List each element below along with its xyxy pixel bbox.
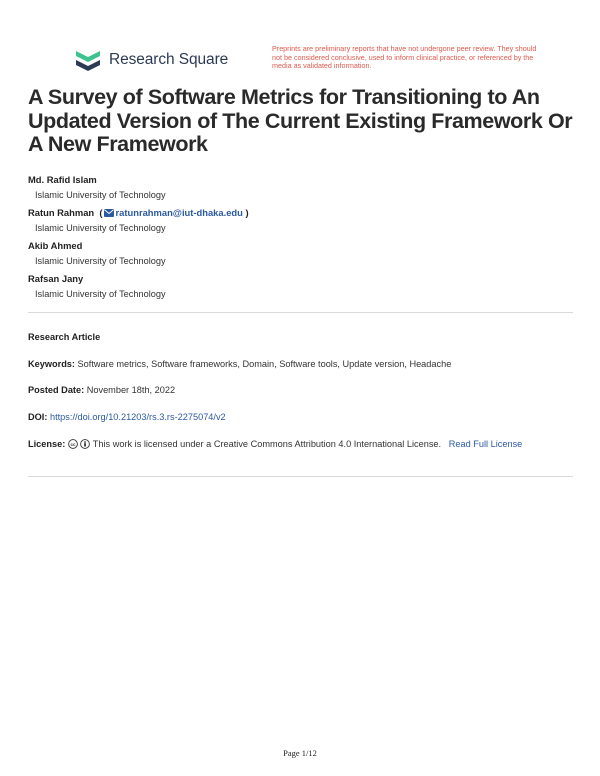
doi-label: DOI: — [28, 412, 48, 422]
divider — [28, 476, 573, 477]
author-affiliation: Islamic University of Technology — [35, 289, 166, 299]
author-name: Akib Ahmed — [28, 240, 83, 251]
research-square-logo-icon — [74, 49, 102, 71]
research-square-logo[interactable] — [74, 48, 228, 72]
preprint-disclaimer: Preprints are preliminary reports that have not undergone peer review. They should not be considered conclusive, used to inform clinical practice, or referenced by the media as validated information. — [272, 44, 537, 71]
posted-date-row — [28, 383, 573, 398]
doi-link[interactable]: https://doi.org/10.21203/rs.3.rs-2275074/v2 — [49, 412, 226, 422]
keywords-label: Keywords: — [28, 359, 75, 369]
license-text: This work is licensed under a Creative Commons Attribution 4.0 International License. — [92, 439, 442, 449]
article-type — [28, 330, 573, 345]
author-block — [28, 205, 568, 238]
posted-date-value: November 18th, 2022 — [86, 385, 176, 395]
author-name: Md. Rafid Islam — [28, 174, 97, 185]
author-email-wrapper: ( ratunrahman@iut-dhaka.edu ) — [96, 207, 249, 218]
logo-text-main: Research — [109, 51, 175, 68]
read-full-license-link[interactable]: Read Full License — [448, 439, 523, 449]
author-list — [28, 172, 568, 304]
cc-icon — [68, 439, 78, 449]
author-block — [28, 271, 568, 304]
license-label: License: — [28, 439, 66, 449]
article-type-value: Research Article — [28, 332, 101, 342]
envelope-icon — [104, 209, 114, 217]
page-number: Page 1/12 — [283, 748, 317, 758]
author-name: Rafsan Jany — [28, 273, 84, 284]
license-row — [28, 437, 573, 452]
by-icon — [80, 439, 90, 449]
author-affiliation: Islamic University of Technology — [35, 190, 166, 200]
divider — [28, 312, 573, 313]
svg-text:cc: cc — [70, 441, 76, 447]
author-name: Ratun Rahman — [28, 207, 95, 218]
author-affiliation: Islamic University of Technology — [35, 256, 166, 266]
keywords-row — [28, 357, 573, 372]
author-block — [28, 172, 568, 205]
author-block — [28, 238, 568, 271]
paper-title: A Survey of Software Metrics for Transitioning to An Updated Version of The Current Existing Framework Or A New Framework — [28, 85, 573, 156]
posted-date-label: Posted Date: — [28, 385, 85, 395]
doi-row — [28, 410, 573, 425]
author-name-row — [28, 205, 568, 221]
author-affiliation: Islamic University of Technology — [35, 223, 166, 233]
author-email-link[interactable]: ratunrahman@iut-dhaka.edu — [115, 207, 243, 218]
logo-wordmark — [109, 51, 228, 69]
keywords-value: Software metrics, Software frameworks, Domain, Software tools, Update version, Headache — [77, 359, 452, 369]
logo-text-accent: Square — [178, 51, 229, 68]
